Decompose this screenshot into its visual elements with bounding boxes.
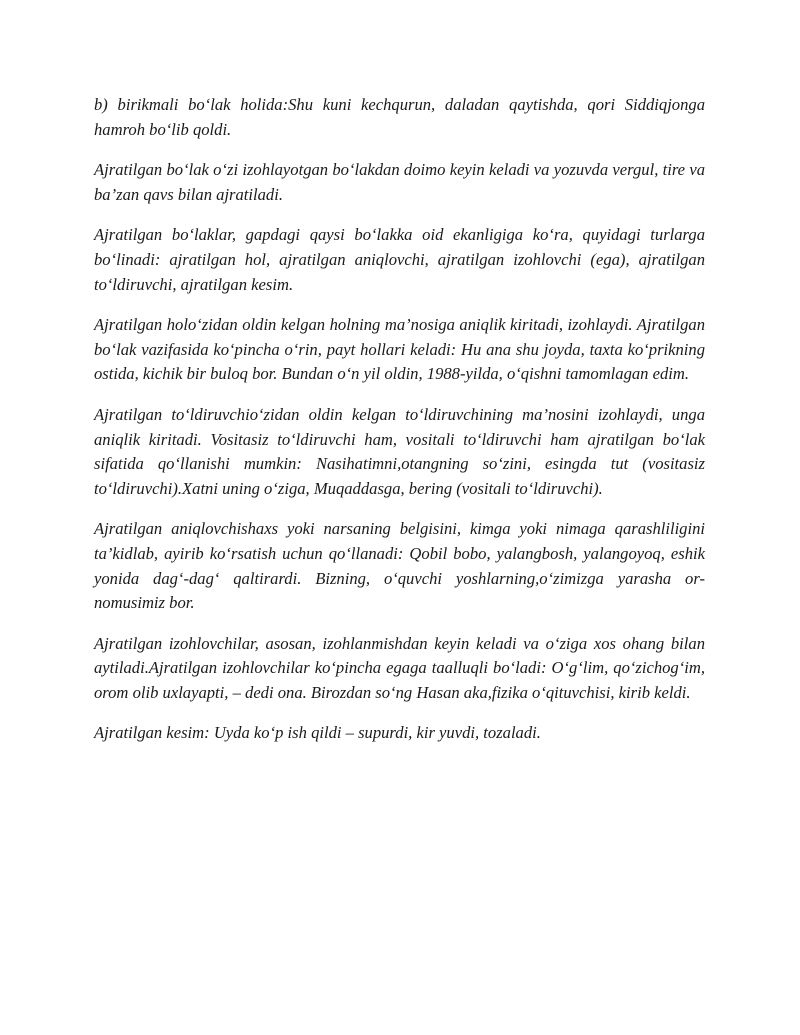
paragraph-compound-part: b) birikmali bo‘lak holida:Shu kuni kechqurun, daladan qaytishda, qori Siddiqjonga hamroh bo‘lib qoldi. (94, 95, 705, 139)
paragraph-separated-attribute: Ajratilgan aniqlovchishaxs yoki narsaning belgisini, kimga yoki nimaga qarashliligini ta’kidlab, ayirib ko‘rsatish uchun qo‘llanadi: Qobil bobo, yalangbosh, yalangoyoq, eshik yonida dag‘-dag‘ qaltirardi. Bizning, o‘quvchi yoshlarning,o‘zimizga yarasha or-nomusimiz bor. (94, 519, 705, 613)
paragraph-separated-part-types: Ajratilgan bo‘laklar, gapdagi qaysi bo‘lakka oid ekanligiga ko‘ra, quyidagi turlarga bo‘linadi: ajratilgan hol, ajratilgan aniqlovchi, ajratilgan izohlovchi (ega), ajratilgan to‘ldiruvchi, ajratilgan kesim. (94, 225, 705, 294)
paragraph-separated-object: Ajratilgan to‘ldiruvchio‘zidan oldin kelgan to‘ldiruvchining ma’nosini izohlaydi, unga aniqlik kiritadi. Vositasiz to‘ldiruvchi ham, vositali to‘ldiruvchi ham ajratilgan bo‘lak sifatida qo‘llanishi mumkin: Nasihatimni,otangning so‘zini, esingda tut (vositasiz to‘ldiruvchi).Xatni uning o‘ziga, Muqaddasga, bering (vositali to‘ldiruvchi). (94, 404, 705, 498)
paragraph-separated-apposition: Ajratilgan izohlovchilar, asosan, izohlanmishdan keyin keladi va o‘ziga xos ohang bilan aytiladi.Ajratilgan izohlovchilar ko‘pincha egaga taalluqli bo‘ladi: O‘g‘lim, qo‘zichog‘im, orom olib uxlayapti, – dedi ona. Birozdan so‘ng Hasan aka,fizika o‘qituvchisi, kirib keldi. (94, 633, 705, 702)
document-body (94, 93, 705, 762)
paragraph-separated-adverbial: Ajratilgan holo‘zidan oldin kelgan holning ma’nosiga aniqlik kiritadi, izohlaydi. Ajratilgan bo‘lak vazifasida ko‘pincha o‘rin, payt hollari keladi: Hu ana shu joyda, taxta ko‘prikning ostida, kichik bir buloq bor. Bundan o‘n yil oldin, 1988-yilda, o‘qishni tamomlagan edim. (94, 315, 705, 384)
paragraph-separated-predicate: Ajratilgan kesim: Uyda ko‘p ish qildi – supurdi, kir yuvdi, tozaladi. (94, 723, 541, 743)
paragraph-separated-part-position: Ajratilgan bo‘lak o‘zi izohlayotgan bo‘lakdan doimo keyin keladi va yozuvda vergul, tire va ba’zan qavs bilan ajratiladi. (94, 160, 705, 204)
